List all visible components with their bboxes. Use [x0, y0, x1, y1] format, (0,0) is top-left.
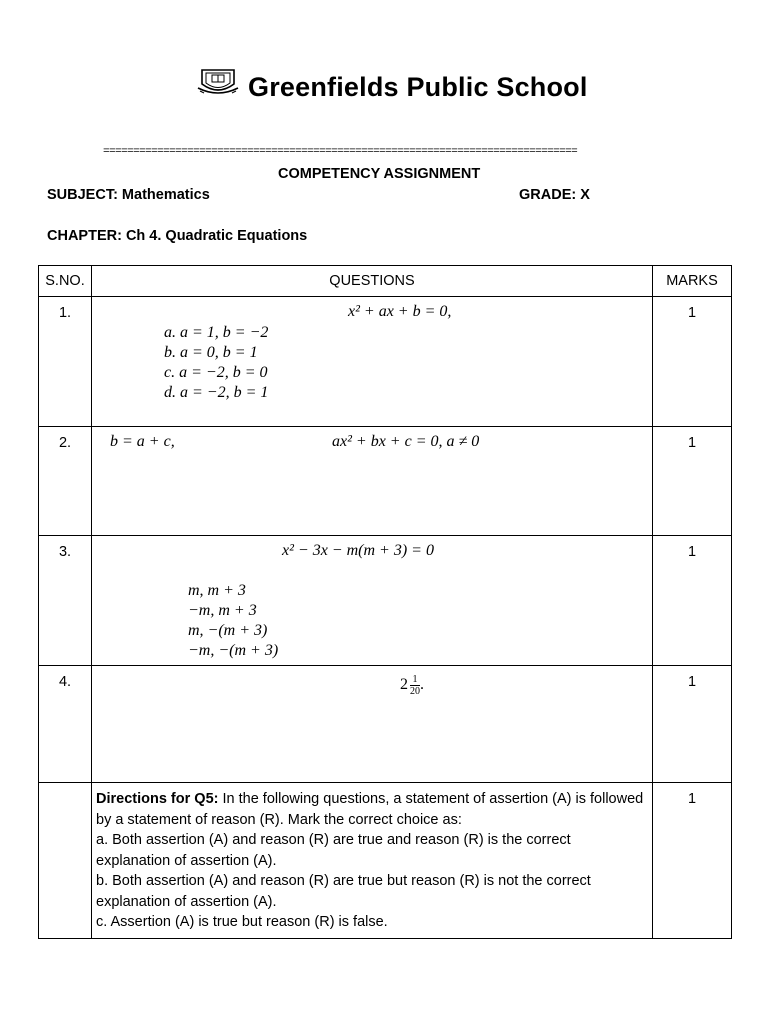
question-cell — [92, 427, 653, 536]
row-marks: 1 — [653, 297, 732, 427]
choice-b: b. Both assertion (A) and reason (R) are true but reason (R) is not the correct explanation of assertion (A). — [96, 873, 591, 910]
question-equation: ax² + bx + c = 0, a ≠ 0 — [332, 433, 480, 450]
table-row — [39, 783, 732, 939]
question-equation: x² + ax + b = 0, — [348, 303, 452, 320]
row-marks: 1 — [653, 427, 732, 536]
question-equation: x² − 3x − m(m + 3) = 0 — [282, 542, 434, 559]
option-b: −m, m + 3 — [188, 602, 257, 619]
fraction-denominator: 20 — [410, 686, 420, 697]
question-cell — [92, 666, 653, 783]
question-cell — [92, 297, 653, 427]
school-name: Greenfields Public School — [248, 72, 588, 102]
table-row — [39, 666, 732, 783]
question-condition: b = a + c, — [110, 433, 175, 450]
divider-line: =============================================================================== — [103, 146, 578, 158]
option-a: a. a = 1, b = −2 — [164, 324, 269, 341]
row-marks: 1 — [653, 666, 732, 783]
mixed-fraction: 2 $\frac{1}{20}$ . — [400, 674, 424, 697]
row-sno: 1. — [39, 297, 92, 427]
questions-table — [38, 265, 732, 939]
subject-label: SUBJECT: Mathematics — [47, 187, 210, 203]
table-row — [39, 297, 732, 427]
option-c: m, −(m + 3) — [188, 622, 268, 639]
table-header-row — [39, 266, 732, 297]
row-marks: 1 — [653, 536, 732, 666]
question-cell — [92, 783, 653, 939]
chapter-label: CHAPTER: Ch 4. Quadratic Equations — [47, 228, 308, 244]
option-d: −m, −(m + 3) — [188, 642, 279, 659]
school-logo — [196, 66, 240, 96]
option-d: d. a = −2, b = 1 — [164, 384, 269, 401]
directions-label: Directions for Q5: — [96, 791, 219, 807]
col-sno: S.NO. — [39, 266, 92, 297]
choice-a: a. Both assertion (A) and reason (R) are true and reason (R) is the correct explanation of assertion (A). — [96, 832, 571, 869]
option-a: m, m + 3 — [188, 582, 246, 599]
choice-c: c. Assertion (A) is true but reason (R) is false. — [96, 914, 388, 930]
fraction-whole: 2 — [400, 676, 408, 694]
row-sno: 4. — [39, 666, 92, 783]
row-sno: 3. — [39, 536, 92, 666]
col-questions: QUESTIONS — [92, 266, 653, 297]
row-sno: 2. — [39, 427, 92, 536]
row-sno — [39, 783, 92, 939]
col-marks: MARKS — [653, 266, 732, 297]
option-b: b. a = 0, b = 1 — [164, 344, 258, 361]
directions-text: Directions for Q5: In the following questions, a statement of assertion (A) is followed by a statement of reason (R). Mark the correct choice as: a. Both assertion (A) and reason (R) are true and reason (R) is the correct explanation of assertion (A). b. Both assertion (A) and reason (R) are true but reason (R) is not the correct explanation of assertion (A). c. Assertion (A) is true but reason (R) is false. — [92, 783, 652, 933]
table-row — [39, 427, 732, 536]
grade-label: GRADE: X — [519, 187, 590, 203]
row-marks: 1 — [653, 783, 732, 939]
fraction-numerator: 1 — [410, 674, 420, 686]
question-cell — [92, 536, 653, 666]
option-c: c. a = −2, b = 0 — [164, 364, 268, 381]
assignment-title: COMPETENCY ASSIGNMENT — [278, 166, 481, 182]
table-row — [39, 536, 732, 666]
